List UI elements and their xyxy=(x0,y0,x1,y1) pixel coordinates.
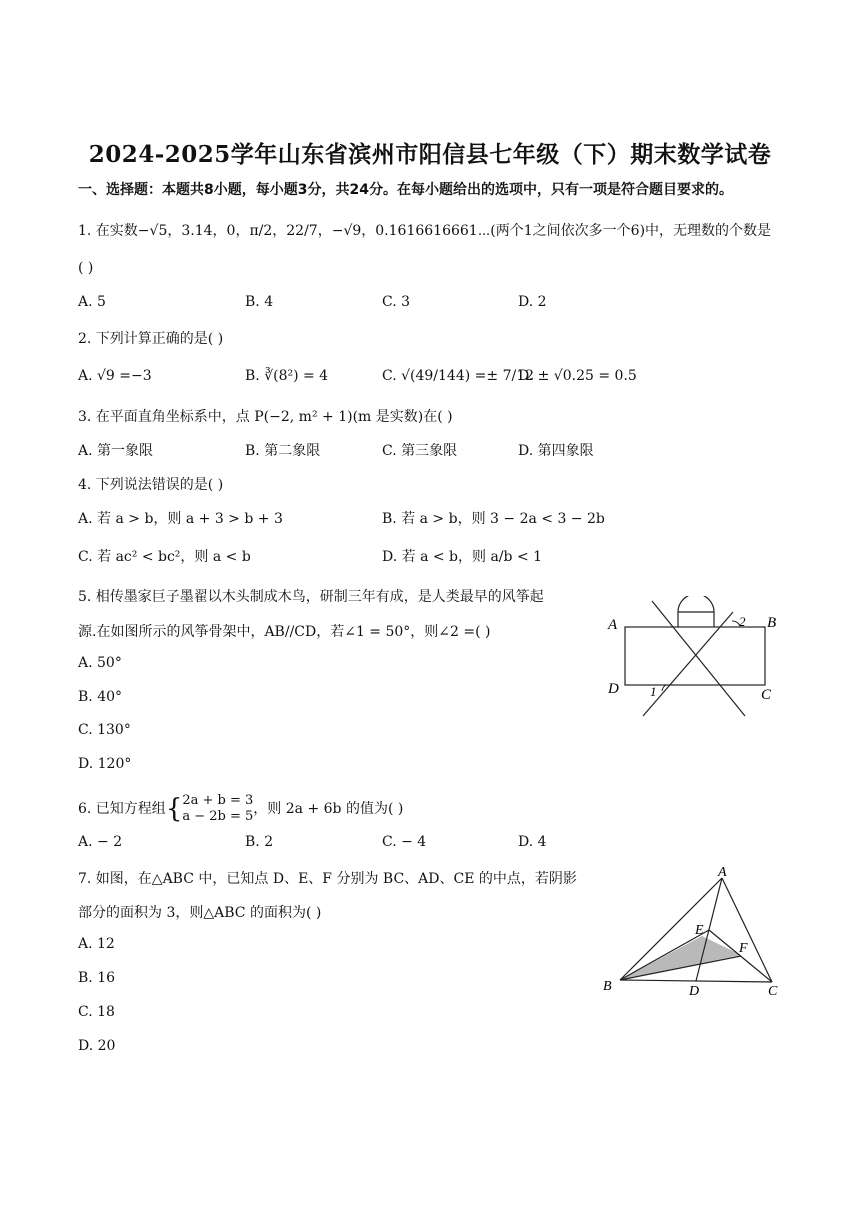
question-4-stem: 4. 下列说法错误的是( ) xyxy=(78,477,224,493)
shaded-triangle xyxy=(620,936,741,980)
question-1-stem: 1. 在实数−√5，3.14，0，π/2，22/7，−√9，0.1616616661⋯(两个1之间依次多一个6)中，无理数的个数是 xyxy=(78,223,772,239)
equation-1: 2a + b = 3 xyxy=(182,793,254,808)
question-6-stem xyxy=(78,793,403,825)
figure-label-b: B xyxy=(767,615,777,631)
angle-1-label: 1 xyxy=(650,684,657,699)
page-title: 2024-2025学年山东省滨州市阳信县七年级（下）期末数学试卷 xyxy=(88,141,772,168)
question-5-stem: 5. 相传墨家巨子墨翟以木头制成木鸟，研制三年有成，是人类最早的风筝起 xyxy=(78,589,544,605)
q2-option-d[interactable]: D. ± √0.25 = 0.5 xyxy=(518,368,637,384)
q7-option-b[interactable]: B. 16 xyxy=(78,970,116,986)
q5-option-a[interactable]: A. 50° xyxy=(78,655,122,671)
figure-label-b: B xyxy=(603,979,612,994)
q4-option-d[interactable]: D. 若 a < b，则 a/b < 1 xyxy=(382,549,543,565)
q2-option-a[interactable]: A. √9 =−3 xyxy=(78,368,152,384)
q5-option-c[interactable]: C. 130° xyxy=(78,722,131,738)
figure-label-a: A xyxy=(608,617,618,633)
q1-option-d[interactable]: D. 2 xyxy=(518,294,547,310)
equation-2: a − 2b = 5 xyxy=(182,809,254,824)
q1-option-a[interactable]: A. 5 xyxy=(78,294,106,310)
q2-option-c[interactable]: C. √(49/144) =± 7/12 xyxy=(382,368,535,384)
q3-option-c[interactable]: C. 第三象限 xyxy=(382,443,458,459)
figure-label-e: E xyxy=(695,923,704,938)
q5-option-b[interactable]: B. 40° xyxy=(78,689,123,705)
q7-option-c[interactable]: C. 18 xyxy=(78,1004,115,1020)
q2-option-b[interactable]: B. ∛(8²) = 4 xyxy=(245,368,329,384)
question-1-stem-cont: ( ) xyxy=(78,260,94,276)
question-7-stem: 7. 如图，在△ABC 中，已知点 D、E、F 分别为 BC、AD、CE 的中点，若阴影 xyxy=(78,871,577,887)
q3-option-d[interactable]: D. 第四象限 xyxy=(518,443,594,459)
figure-label-f: F xyxy=(739,941,748,956)
section-heading: 一、选择题：本题共8小题，每小题3分，共24分。在每小题给出的选项中，只有一项是符合题目要求的。 xyxy=(78,182,733,198)
question-2-stem: 2. 下列计算正确的是( ) xyxy=(78,331,224,347)
figure-label-c: C xyxy=(761,687,772,703)
equation-system xyxy=(182,793,253,825)
q7-option-d[interactable]: D. 20 xyxy=(78,1038,116,1054)
question-3-stem: 3. 在平面直角坐标系中，点 P(−2, m² + 1)(m 是实数)在( ) xyxy=(78,409,453,425)
question-7-stem-cont: 部分的面积为 3，则△ABC 的面积为( ) xyxy=(78,905,322,921)
figure-label-d: D xyxy=(608,681,619,697)
q4-option-a[interactable]: A. 若 a > b，则 a + 3 > b + 3 xyxy=(78,511,283,527)
angle-2-label: 2 xyxy=(739,614,746,629)
q6-stem-pre: 6. 已知方程组 xyxy=(78,801,166,817)
kite-frame-figure xyxy=(600,596,790,721)
figure-label-a: A xyxy=(718,865,727,880)
question-5-stem-cont: 源.在如图所示的风筝骨架中，AB//CD，若∠1 = 50°，则∠2 =( ) xyxy=(78,624,491,640)
q3-option-a[interactable]: A. 第一象限 xyxy=(78,443,154,459)
q1-option-b[interactable]: B. 4 xyxy=(245,294,274,310)
q7-option-a[interactable]: A. 12 xyxy=(78,936,115,952)
q4-option-c[interactable]: C. 若 ac² < bc²，则 a < b xyxy=(78,549,251,565)
figure-label-c: C xyxy=(768,984,778,999)
triangle-abc-figure xyxy=(598,864,788,1000)
figure-label-d: D xyxy=(689,984,700,999)
q6-option-a[interactable]: A. − 2 xyxy=(78,834,123,850)
q6-option-b[interactable]: B. 2 xyxy=(245,834,274,850)
q6-option-c[interactable]: C. − 4 xyxy=(382,834,427,850)
brace: { xyxy=(165,794,183,824)
q4-option-b[interactable]: B. 若 a > b，则 3 − 2a < 3 − 2b xyxy=(382,511,605,527)
q5-option-d[interactable]: D. 120° xyxy=(78,756,132,772)
q3-option-b[interactable]: B. 第二象限 xyxy=(245,443,321,459)
q1-option-c[interactable]: C. 3 xyxy=(382,294,411,310)
q6-stem-post: ，则 2a + 6b 的值为( ) xyxy=(253,801,404,817)
q6-option-d[interactable]: D. 4 xyxy=(518,834,547,850)
